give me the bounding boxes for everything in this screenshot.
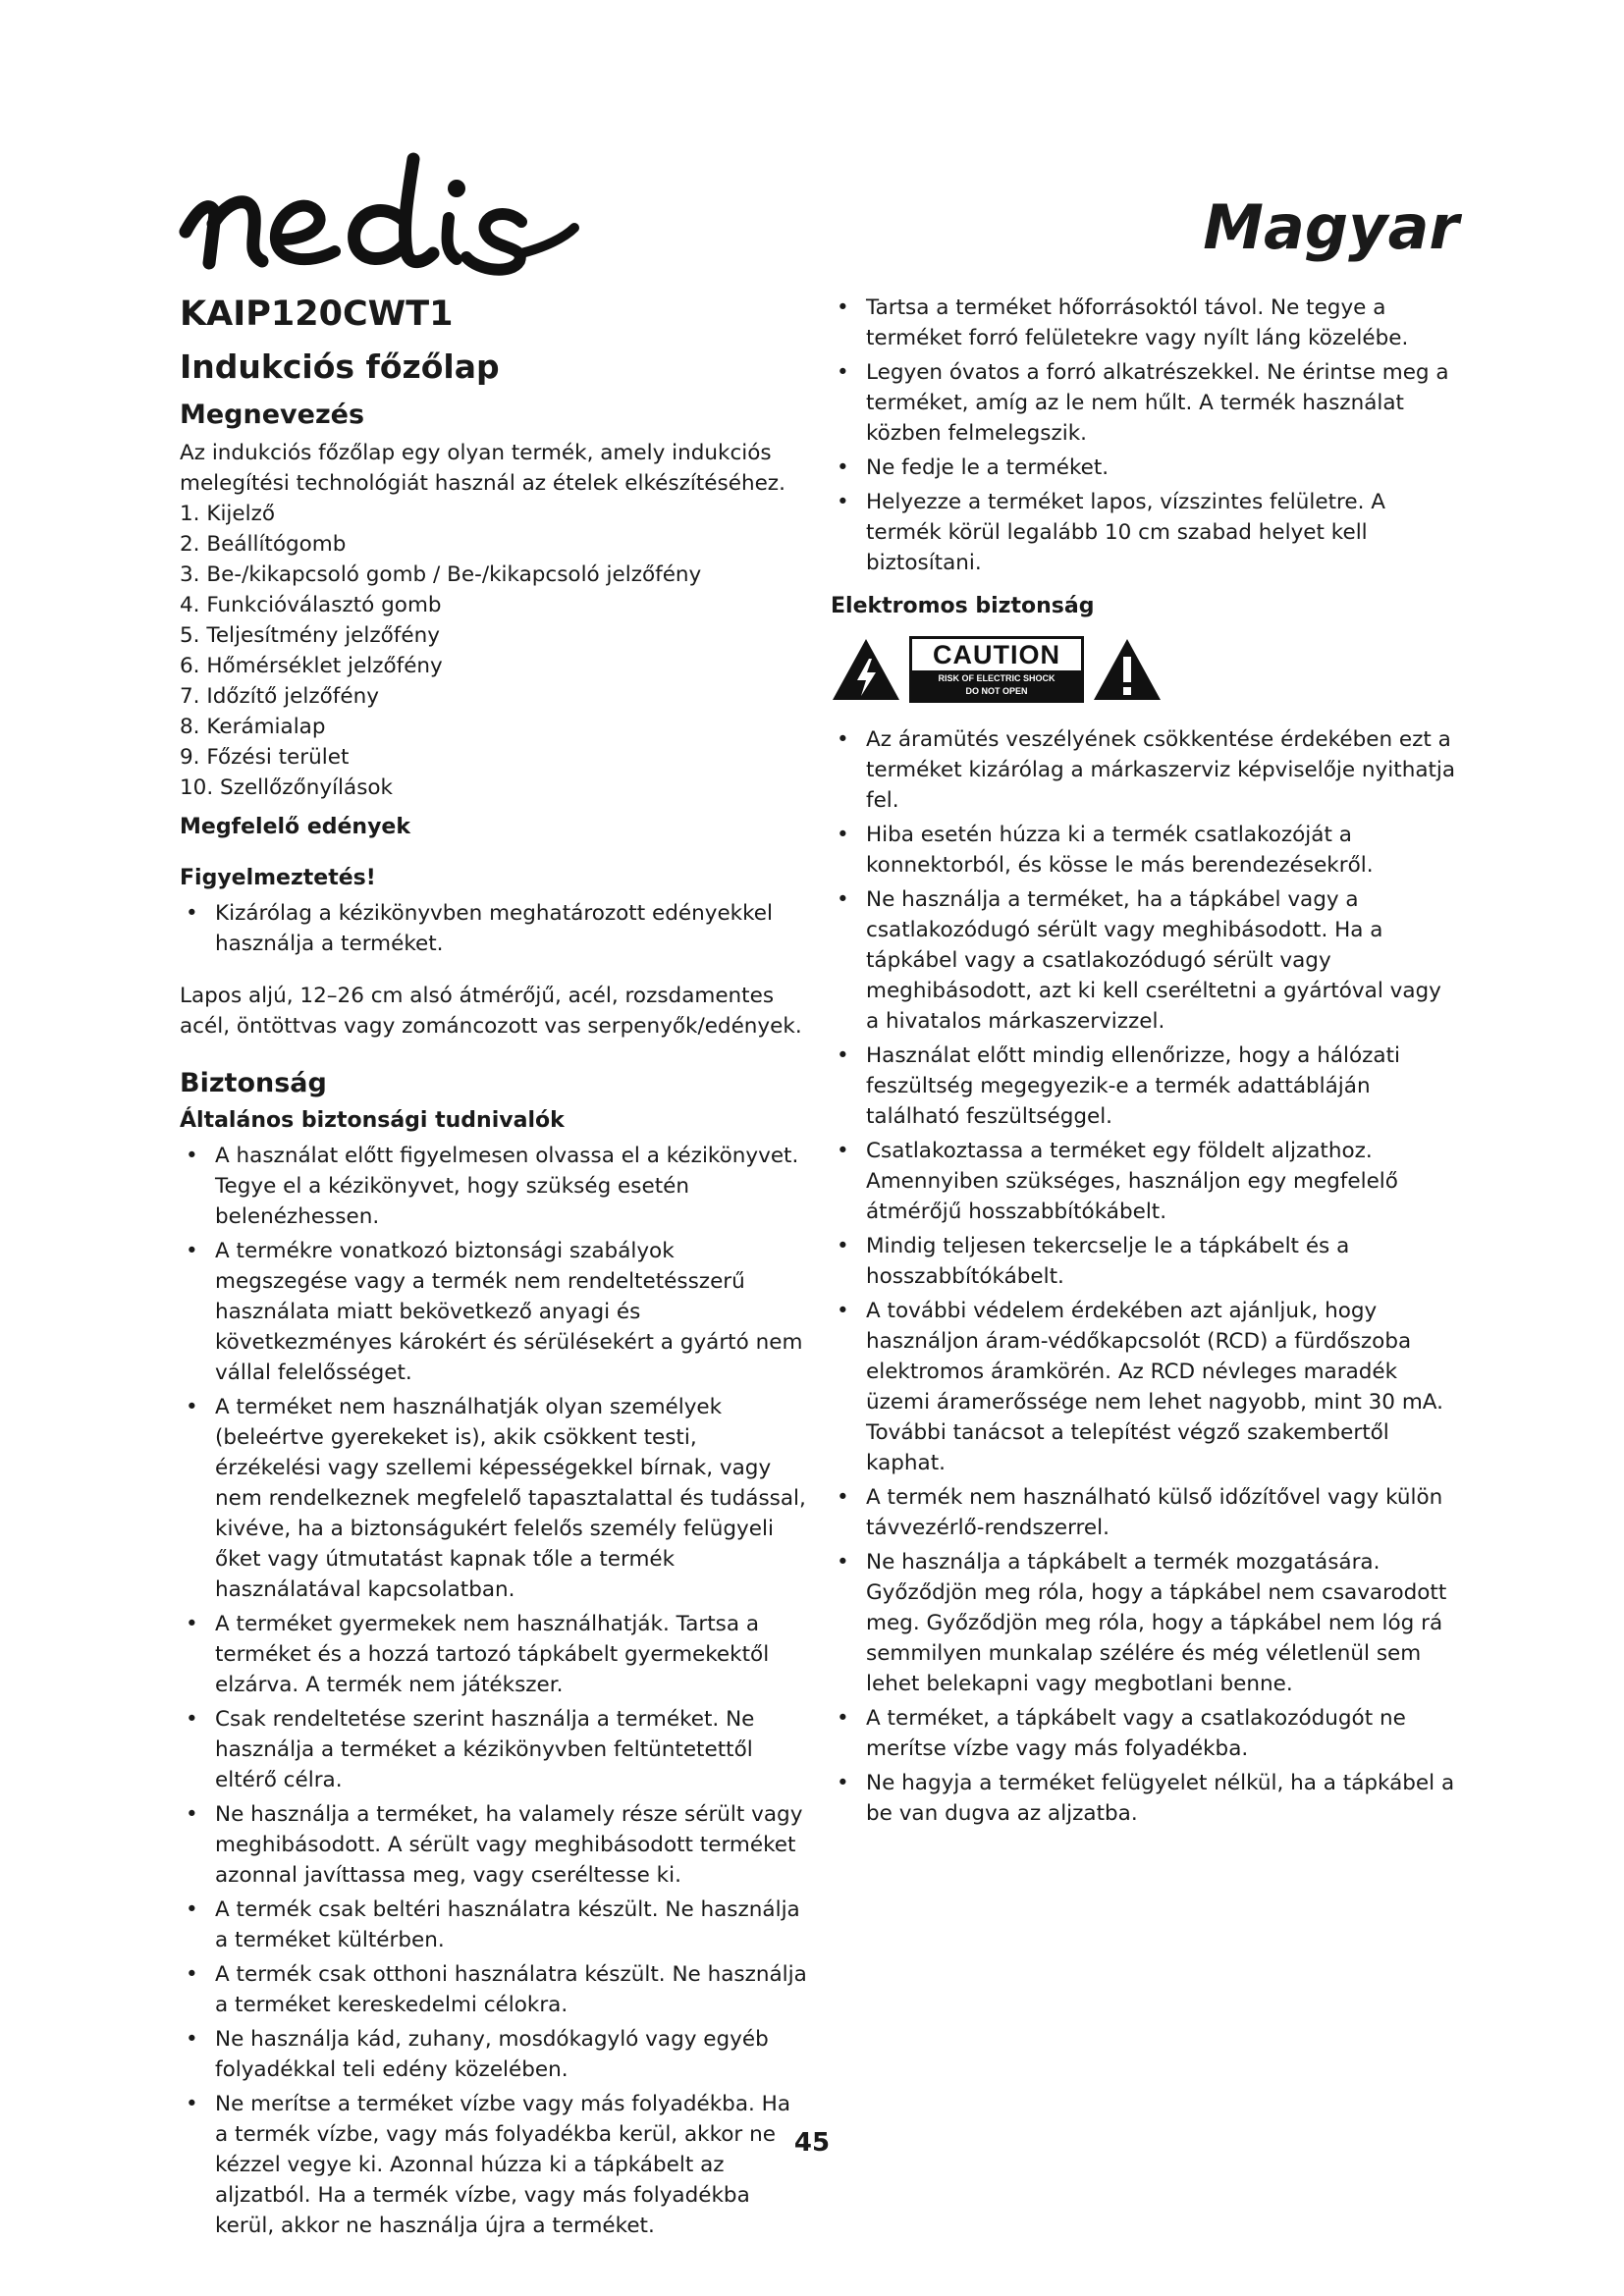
safety-item: • Tartsa a terméket hőforrásoktól távol. Ne tegye a terméket forró felületekre vagy nyílt láng közelébe. bbox=[831, 293, 1459, 353]
electrical-item: • Ne használja a terméket, ha a tápkábel vagy a csatlakozódugó sérült vagy meghibásodott. Ha a tápkábel vagy a csatlakozódugó sérült vagy meghibásodott, azt ki kell cseréltetni a gyártóval vagy a hivatalos márkaszervizzel. bbox=[831, 884, 1459, 1037]
description-text: Az indukciós főzőlap egy olyan termék, amely indukciós melegítési technológiát használ az ételek elkészítéséhez. bbox=[180, 440, 785, 496]
general-safety-list bbox=[180, 1141, 808, 2241]
safety-item: • Ne merítse a terméket vízbe vagy más folyadékba. Ha a termék vízbe, vagy más folyadékba kerül, akkor ne kézzel vegye ki. Azonnal húzza ki a tápkábelt az aljzatból. Ha a termék vízbe, vagy más folyadékba kerül, akkor ne használja újra a terméket. bbox=[180, 2089, 808, 2241]
electrical-item: • Az áramütés veszélyének csökkentése érdekében ezt a terméket kizárólag a márkaszerviz képviselője nyithatja fel. bbox=[831, 724, 1459, 816]
description-heading: Megnevezés bbox=[180, 399, 365, 430]
warning-heading: Figyelmeztetés! bbox=[180, 866, 376, 891]
safety-item: • Ne használja kád, zuhany, mosdókagyló vagy egyéb folyadékkal teli edény közelében. bbox=[180, 2024, 808, 2085]
parts-list-item: 10. Szellőzőnyílások bbox=[180, 774, 394, 800]
safety-item: • Helyezze a terméket lapos, vízszintes felületre. A termék körül legalább 10 cm szabad helyet kell biztosítani. bbox=[831, 487, 1459, 578]
product-model: KAIP120CWT1 bbox=[180, 294, 454, 334]
safety-heading: Biztonság bbox=[180, 1068, 327, 1099]
right-column bbox=[831, 293, 1459, 1833]
warning-item: • Kizárólag a kézikönyvben meghatározott edényekkel használja a terméket. bbox=[180, 898, 808, 959]
safety-item: • A termékre vonatkozó biztonsági szabályok megszegése vagy a termék nem rendeltetésszerű használata miatt bekövetkező anyagi és következményes károkért és sérülésekért a gyártó nem vállal felelősséget. bbox=[180, 1236, 808, 1388]
electrical-item: • Ne használja a tápkábelt a termék mozgatására. Győződjön meg róla, hogy a tápkábel nem csavarodott meg. Győződjön meg róla, hogy a tápkábel nem lóg rá semmilyen munkalap szélére és még véletlenül sem lehet belekapni vagy megbotlani benne. bbox=[831, 1547, 1459, 1699]
cookware-heading: Megfelelő edények bbox=[180, 814, 410, 839]
safety-item: • Ne használja a terméket, ha valamely része sérült vagy meghibásodott. A sérült vagy meghibásodott terméket azonnal javíttassa meg, vagy cseréltesse ki. bbox=[180, 1799, 808, 1891]
left-column bbox=[180, 294, 808, 2245]
caution-line-1: RISK OF ELECTRIC SHOCK bbox=[938, 672, 1056, 683]
general-safety-list-continued bbox=[831, 293, 1459, 578]
safety-item: • A termék csak otthoni használatra készült. Ne használja a terméket kereskedelmi célokra. bbox=[180, 1959, 808, 2020]
parts-list-item: 6. Hőmérséklet jelzőfény bbox=[180, 653, 443, 678]
safety-item: • Ne fedje le a terméket. bbox=[831, 453, 1459, 483]
electrical-item: • Hiba esetén húzza ki a termék csatlakozóját a konnektorból, és kösse le más berendezésekről. bbox=[831, 820, 1459, 881]
parts-list-item: 2. Beállítógomb bbox=[180, 531, 347, 557]
electrical-item: • Csatlakoztassa a terméket egy földelt aljzathoz. Amennyiben szükséges, használjon egy megfelelő átmérőjű hosszabbítókábelt. bbox=[831, 1136, 1459, 1227]
caution-title: CAUTION bbox=[933, 639, 1060, 669]
cookware-text: Lapos aljú, 12–26 cm alsó átmérőjű, acél, rozsdamentes acél, öntöttvas vagy zománcozott vas serpenyők/edények. bbox=[180, 984, 802, 1040]
general-safety-heading: Általános biztonsági tudnivalók bbox=[180, 1107, 565, 1133]
parts-list-item: 8. Kerámialap bbox=[180, 714, 326, 739]
safety-item: • A terméket nem használhatják olyan személyek (beleértve gyerekeket is), akik csökkent testi, érzékelési vagy szellemi képességekkel bírnak, vagy nem rendelkeznek megfelelő tapasztalattal és tudással, kivéve, ha a biztonságukért felelős személy felügyeli őket vagy útmutatást kapnak tőle a termék használatával kapcsolatban. bbox=[180, 1392, 808, 1605]
electrical-item: • A termék nem használható külső időzítővel vagy külön távvezérlő-rendszerrel. bbox=[831, 1482, 1459, 1543]
nedis-logo bbox=[172, 137, 633, 285]
electrical-item: • Használat előtt mindig ellenőrizze, hogy a hálózati feszültség megegyezik-e a termék adattábláján található feszültséggel. bbox=[831, 1041, 1459, 1132]
parts-list-item: 9. Főzési terület bbox=[180, 744, 350, 770]
electrical-item: • A terméket, a tápkábelt vagy a csatlakozódugót ne merítse vízbe vagy más folyadékba. bbox=[831, 1703, 1459, 1764]
electrical-safety-list bbox=[831, 724, 1459, 1829]
safety-item: • Csak rendeltetése szerint használja a terméket. Ne használja a terméket a kézikönyvben feltüntetettől eltérő célra. bbox=[180, 1704, 808, 1795]
safety-item: • A terméket gyermekek nem használhatják. Tartsa a terméket és a hozzá tartozó tápkábelt gyermekektől elzárva. A termék nem játékszer. bbox=[180, 1609, 808, 1700]
parts-list-item: 4. Funkcióválasztó gomb bbox=[180, 592, 442, 617]
page-number: 45 bbox=[793, 2128, 831, 2158]
product-title: Indukciós főzőlap bbox=[180, 347, 500, 387]
parts-list-item: 7. Időzítő jelzőfény bbox=[180, 683, 379, 709]
electric-shock-warning-icon bbox=[831, 637, 901, 702]
caution-line-2: DO NOT OPEN bbox=[965, 685, 1028, 696]
exclamation-warning-icon bbox=[1092, 637, 1163, 702]
parts-list-item: 1. Kijelző bbox=[180, 501, 276, 526]
caution-subtitle bbox=[912, 670, 1081, 700]
electrical-item: • A további védelem érdekében azt ajánljuk, hogy használjon áram-védőkapcsolót (RCD) a fürdőszoba elektromos áramkörén. Az RCD névleges maradék üzemi áramerőssége nem lehet nagyobb, mint 30 mA. További tanácsot a telepítést végző szakembertől kaphat. bbox=[831, 1296, 1459, 1478]
parts-list bbox=[180, 499, 808, 803]
caution-label bbox=[831, 636, 1459, 703]
electrical-item: • Ne hagyja a terméket felügyelet nélkül, ha a tápkábel a be van dugva az aljzatba. bbox=[831, 1768, 1459, 1829]
electrical-safety-heading: Elektromos biztonság bbox=[831, 594, 1095, 618]
electrical-item: • Mindig teljesen tekercselje le a tápkábelt és a hosszabbítókábelt. bbox=[831, 1231, 1459, 1292]
warning-list bbox=[180, 898, 808, 959]
caution-box bbox=[909, 636, 1084, 703]
parts-list-item: 3. Be-/kikapcsoló gomb / Be-/kikapcsoló jelzőfény bbox=[180, 561, 702, 587]
language-heading: Magyar bbox=[1203, 191, 1459, 263]
safety-item: • Legyen óvatos a forró alkatrészekkel. Ne érintse meg a terméket, amíg az le nem hűlt. A termék használat közben felmelegszik. bbox=[831, 357, 1459, 449]
parts-list-item: 5. Teljesítmény jelzőfény bbox=[180, 622, 440, 648]
safety-item: • A termék csak beltéri használatra készült. Ne használja a terméket kültérben. bbox=[180, 1895, 808, 1955]
safety-item: • A használat előtt figyelmesen olvassa el a kézikönyvet. Tegye el a kézikönyvet, hogy szükség esetén belenézhessen. bbox=[180, 1141, 808, 1232]
